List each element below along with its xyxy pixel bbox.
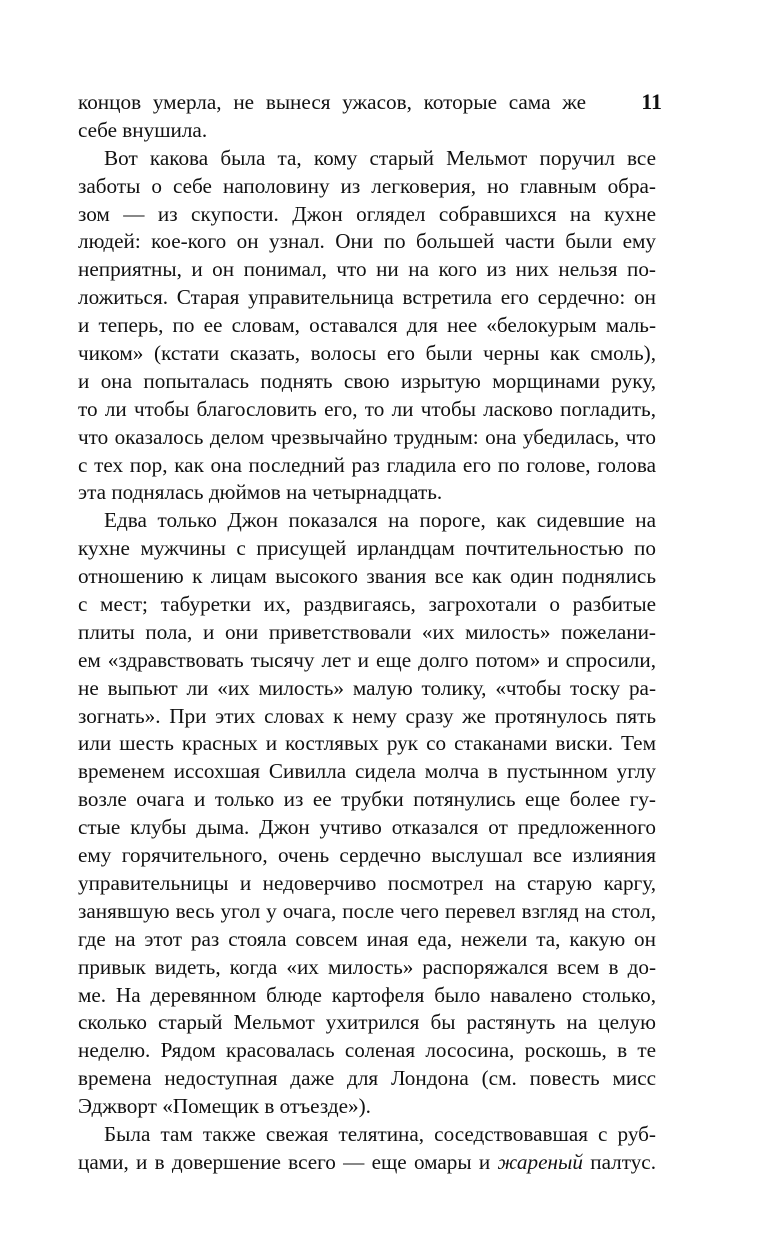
text-line: эта поднялась дюймов на четырнадцать. (78, 480, 443, 505)
text-line: то ли чтобы благословить его, то ли чтобы ласково погладить, (78, 396, 656, 421)
page-number: 11 (641, 89, 662, 114)
paragraph (78, 1121, 656, 1177)
text-line: Была там также свежая телятина, соседствовавшая с руб- (104, 1121, 656, 1146)
body-text (78, 89, 656, 1177)
text-line: сколько старый Мельмот ухитрился бы растянуть на целую (78, 1010, 656, 1035)
text-line: управительницы и недоверчиво посмотрел на старую каргу, (78, 870, 656, 895)
text-line: отношению к лицам высокого звания все как один поднялись (78, 564, 656, 589)
text-line: с тех пор, как она последний раз гладила его по голове, голова (78, 452, 656, 477)
text-line: неделю. Рядом красовалась соленая лососина, роскошь, в те (78, 1038, 656, 1063)
italic-word: жареный (497, 1149, 583, 1174)
text-line: ложиться. Старая управительница встретила его сердечно: он (78, 285, 656, 310)
paragraph (78, 507, 656, 1121)
text-line: заботы о себе наполовину из легковерия, но главным обра- (78, 173, 656, 198)
paragraph (78, 89, 656, 145)
text-line: ем «здравствовать тысячу лет и еще долго потом» и спросили, (78, 647, 656, 672)
text-line: чиком» (кстати сказать, волосы его были черны как смоль), (78, 341, 656, 366)
text-line (78, 1149, 656, 1177)
text-line: Вот какова была та, кому старый Мельмот поручил все (104, 145, 656, 170)
text-line: концов умерла, не вынеся ужасов, которые сама же (78, 90, 586, 114)
text-line: или шесть красных и костлявых рук со стаканами виски. Тем (78, 731, 656, 756)
text-line: привык видеть, когда «их милость» распоряжался всем в до- (78, 954, 656, 979)
text-line: кухне мужчины с присущей ирландцам почтительностью по (78, 536, 656, 561)
text-line: зогнать». При этих словах к нему сразу же протянулось пять (78, 703, 656, 728)
text-line: стые клубы дыма. Джон учтиво отказался от предложенного (78, 815, 656, 840)
text-line: временем иссохшая Сивилла сидела молча в пустынном углу (78, 759, 656, 784)
text-line: Эджворт «Помещик в отъезде»). (78, 1094, 371, 1119)
text-line: не выпьют ли «их милость» малую толику, «чтобы тоску ра- (78, 675, 656, 700)
text-line: плиты пола, и они приветствовали «их милость» пожелани- (78, 619, 656, 644)
text-line: времена недоступная даже для Лондона (см. повесть мисс (78, 1066, 656, 1091)
text-line: себе внушила. (78, 117, 208, 142)
text-line: занявшую весь угол у очага, после чего перевел взгляд на стол, (78, 898, 656, 923)
text-line: ме. На деревянном блюде картофеля было навалено столько, (78, 982, 656, 1007)
text-line: и теперь, по ее словам, оставался для нее «белокурым маль- (78, 313, 656, 338)
text-line: что оказалось делом чрезвычайно трудным: она убедилась, что (78, 424, 656, 449)
text-line: и она попыталась поднять свою изрытую морщинами руку, (78, 368, 656, 393)
text-line: людей: кое-кого он узнал. Они по большей части были ему (78, 229, 656, 254)
text-line: где на этот раз стояла совсем иная еда, нежели та, какую он (78, 926, 656, 951)
text-line: ему горячительного, очень сердечно выслушал все излияния (78, 843, 656, 868)
text-line: зом — из скупости. Джон оглядел собравшихся на кухне (78, 201, 656, 226)
paragraph (78, 145, 656, 508)
text-line: с мест; табуретки их, раздвигаясь, загрохотали о разбитые (78, 592, 656, 617)
text-fragment: цами, и в довершение всего — еще омары и (78, 1149, 491, 1174)
text-line: Едва только Джон показался на пороге, как сидевшие на (104, 508, 656, 533)
text-line: возле очага и только из ее трубки потянулись еще более гу- (78, 787, 656, 812)
text-line: неприятны, и он понимал, что ни на кого из них нельзя по- (78, 257, 656, 282)
text-fragment: палтус. (582, 1149, 657, 1174)
